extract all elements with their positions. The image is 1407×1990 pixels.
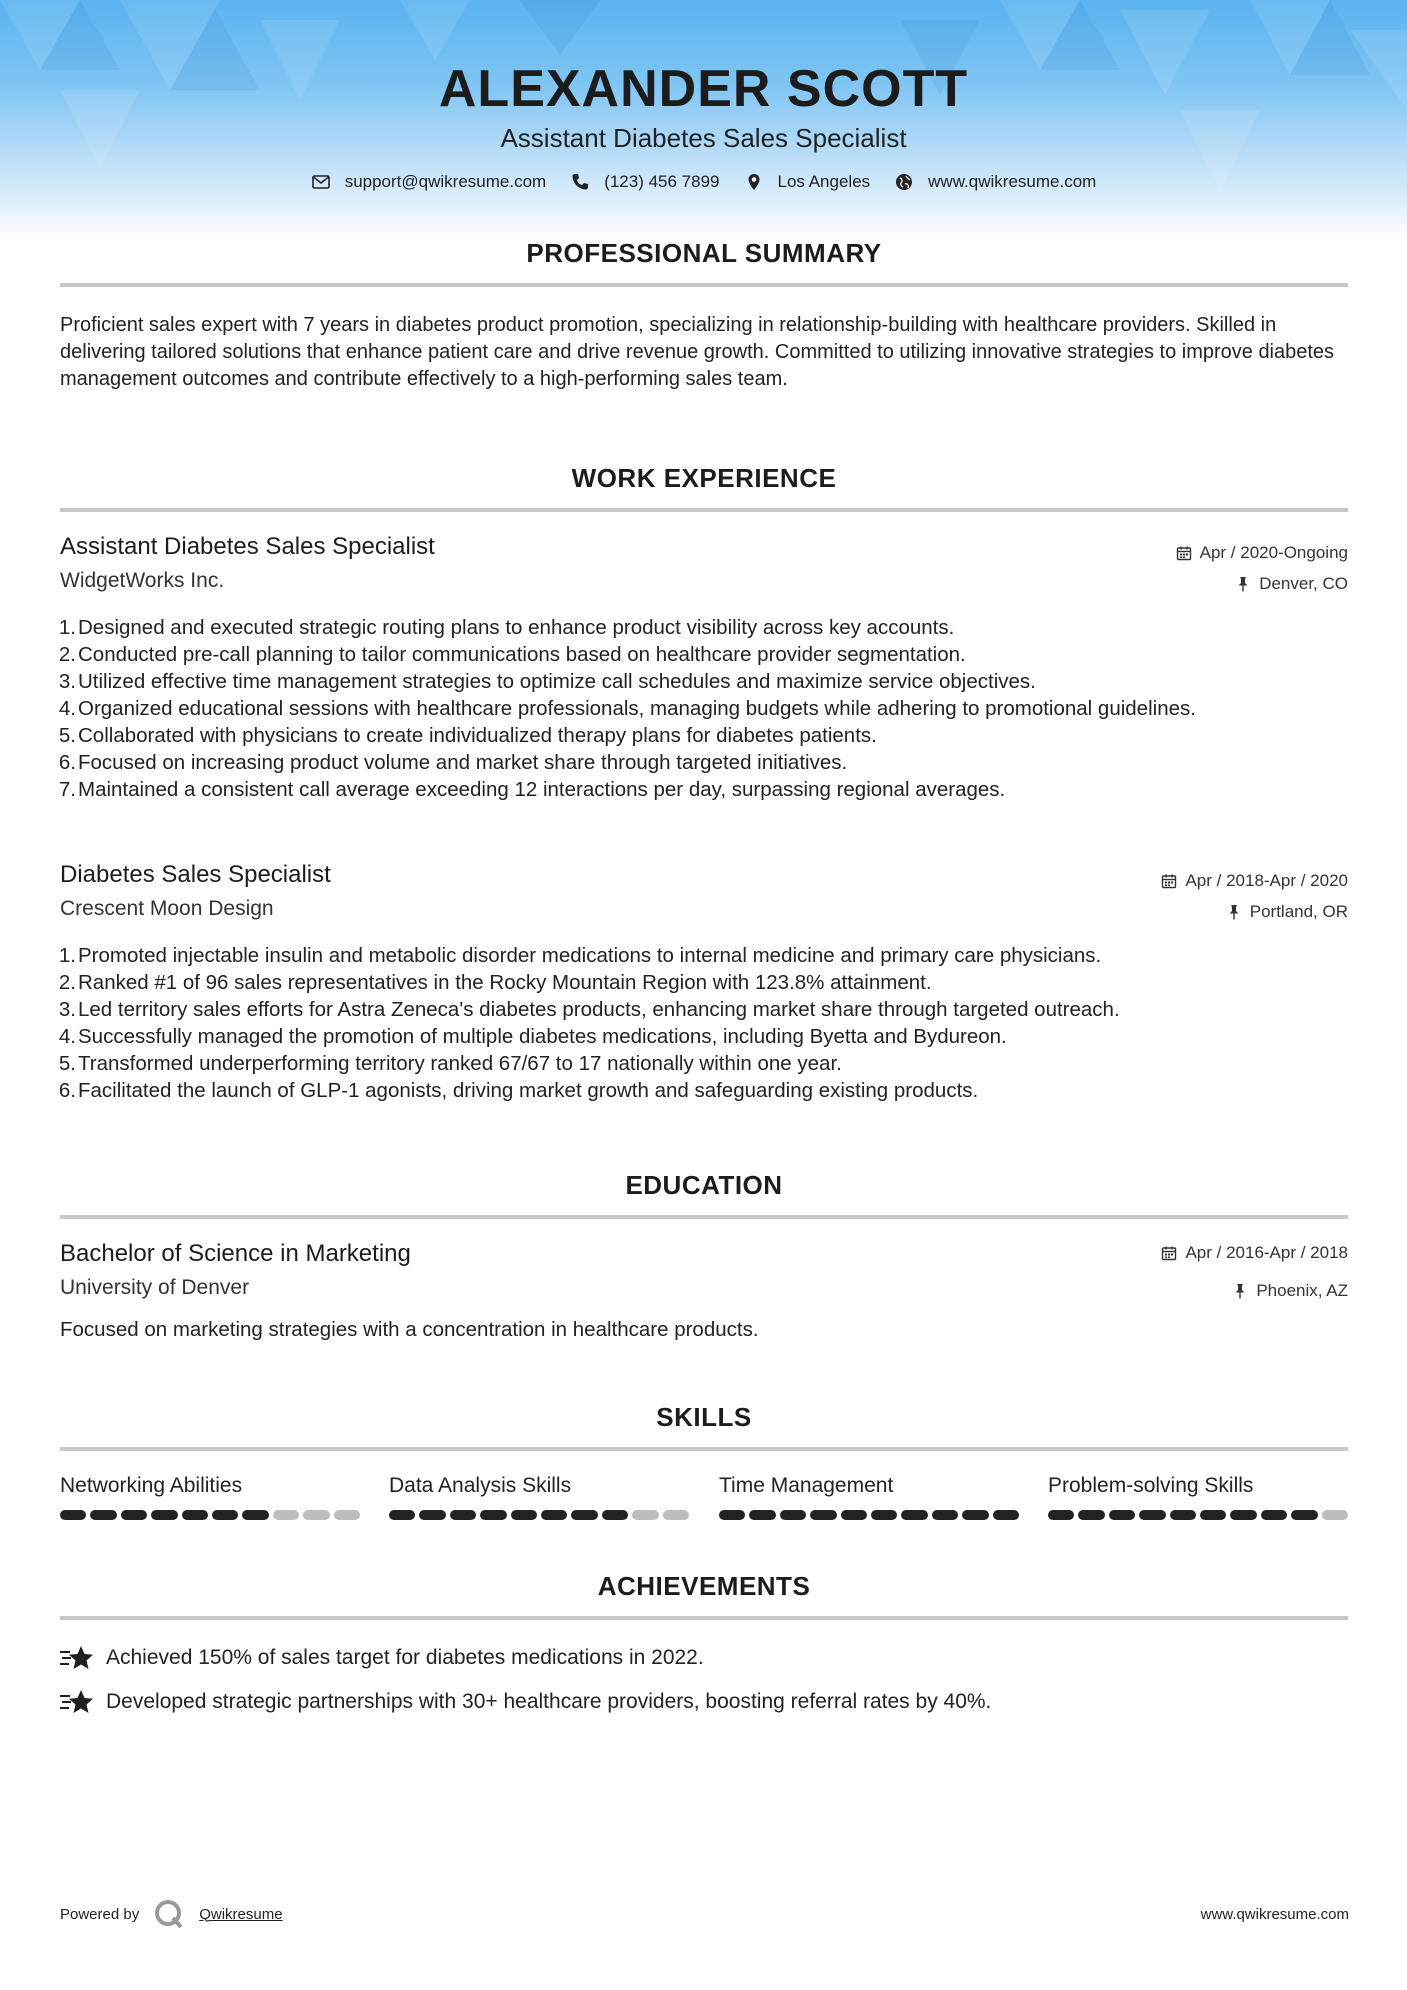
skill-level-segment [1048, 1510, 1074, 1520]
achievements-divider [60, 1616, 1348, 1620]
duty-item: 5. Transformed underperforming territory ranked 67/67 to 17 nationally within one year. [58, 1052, 842, 1075]
skill-level-segment [1322, 1510, 1348, 1520]
job-dates-text: Apr / 2020-Ongoing [1199, 543, 1348, 562]
duty-item: 2. Ranked #1 of 96 sales representatives in the Rocky Mountain Region with 123.8% attainment. [58, 971, 932, 994]
skill-level-segment [334, 1510, 360, 1520]
skill-level-segment [932, 1510, 958, 1520]
job-location [1226, 902, 1348, 922]
skill-level-segment [571, 1510, 597, 1520]
pushpin-icon [1232, 1283, 1248, 1299]
skill-item [60, 1474, 360, 1520]
skill-level-segment [121, 1510, 147, 1520]
skill-item [389, 1474, 689, 1520]
duty-item: 1. Promoted injectable insulin and metabolic disorder medications to internal medicine and primary care physicians. [58, 944, 1102, 967]
duty-item: 3. Utilized effective time management strategies to optimize call schedules and maximize service objectives. [58, 670, 1036, 693]
skill-level-segment [303, 1510, 329, 1520]
skill-name: Data Analysis Skills [389, 1474, 572, 1497]
calendar-icon [1161, 873, 1177, 889]
contact-bar [0, 172, 1407, 192]
job-2-duties [58, 942, 1348, 1104]
skills-heading: SKILLS [656, 1402, 752, 1432]
skill-level-segment [602, 1510, 628, 1520]
skill-level-segment [871, 1510, 897, 1520]
job-role: Assistant Diabetes Sales Specialist [60, 533, 435, 560]
calendar-icon [1161, 1245, 1177, 1261]
job-role: Diabetes Sales Specialist [60, 861, 331, 888]
phone-icon [570, 172, 590, 192]
contact-email[interactable] [311, 172, 547, 192]
skill-name: Networking Abilities [60, 1474, 243, 1497]
job-location-text: Portland, OR [1249, 902, 1348, 921]
job-dates [1176, 543, 1348, 563]
skill-level-segment [993, 1510, 1019, 1520]
job-entry-1 [60, 533, 1348, 593]
skill-level-segment [1139, 1510, 1165, 1520]
skill-level-segment [749, 1510, 775, 1520]
contact-email-text: support@qwikresume.com [344, 172, 547, 191]
skill-level-segment [901, 1510, 927, 1520]
achievement-item [60, 1643, 704, 1673]
duty-item: 2. Conducted pre-call planning to tailor communications based on healthcare provider segmentation. [58, 643, 966, 666]
powered-by-label: Powered by [60, 1905, 140, 1923]
skill-name: Problem-solving Skills [1048, 1474, 1254, 1497]
star-icon [60, 1643, 94, 1673]
skill-level-segment [182, 1510, 208, 1520]
skill-level-segment [1230, 1510, 1256, 1520]
duty-item: 3. Led territory sales efforts for Astra Zeneca's diabetes products, enhancing market share through targeted outreach. [58, 998, 1120, 1021]
job-dates-text: Apr / 2018-Apr / 2020 [1185, 871, 1348, 890]
envelope-icon [311, 172, 331, 192]
skill-level-segment [1170, 1510, 1196, 1520]
skill-level-segment [1200, 1510, 1226, 1520]
education-location [1232, 1281, 1348, 1301]
footer-website[interactable]: www.qwikresume.com [1200, 1906, 1349, 1923]
skill-item [1048, 1474, 1348, 1520]
skill-level-segment [780, 1510, 806, 1520]
skill-level-bar [1048, 1510, 1348, 1520]
achievement-text: Developed strategic partnerships with 30+ healthcare providers, boosting referral rates by 40%. [106, 1690, 992, 1713]
calendar-icon [1176, 545, 1192, 561]
achievements-heading: ACHIEVEMENTS [597, 1571, 811, 1601]
skill-level-segment [632, 1510, 658, 1520]
skill-level-segment [663, 1510, 689, 1520]
globe-icon [894, 172, 914, 192]
education-degree: Bachelor of Science in Marketing [60, 1240, 411, 1267]
skill-level-segment [511, 1510, 537, 1520]
skill-level-segment [212, 1510, 238, 1520]
job-company: WidgetWorks Inc. [60, 569, 225, 592]
job-company: Crescent Moon Design [60, 897, 274, 920]
skill-level-segment [810, 1510, 836, 1520]
skill-level-bar [719, 1510, 1019, 1520]
contact-website[interactable] [894, 172, 1096, 192]
skill-level-segment [841, 1510, 867, 1520]
skill-level-segment [450, 1510, 476, 1520]
education-divider [60, 1215, 1348, 1219]
skill-level-segment [1109, 1510, 1135, 1520]
skill-level-segment [962, 1510, 988, 1520]
pushpin-icon [1226, 904, 1242, 920]
skill-level-segment [389, 1510, 415, 1520]
summary-divider [60, 283, 1348, 287]
candidate-title: Assistant Diabetes Sales Specialist [500, 123, 907, 153]
skill-level-segment [1291, 1510, 1317, 1520]
duty-item: 4. Organized educational sessions with healthcare professionals, managing budgets while adhering to promotional guidelines. [58, 697, 1196, 720]
job-1-duties [58, 614, 1348, 803]
footer-powered-by [60, 1898, 283, 1930]
skill-level-bar [60, 1510, 360, 1520]
education-dates-text: Apr / 2016-Apr / 2018 [1185, 1243, 1348, 1262]
star-icon [60, 1687, 94, 1717]
job-dates [1161, 871, 1348, 891]
summary-heading: PROFESSIONAL SUMMARY [526, 238, 882, 268]
map-pin-icon [744, 172, 764, 192]
candidate-name: ALEXANDER SCOTT [438, 60, 969, 118]
skill-level-bar [389, 1510, 689, 1520]
education-dates [1161, 1243, 1348, 1263]
skill-level-segment [419, 1510, 445, 1520]
skill-item [719, 1474, 1019, 1520]
qwikresume-link[interactable]: Qwikresume [199, 1905, 283, 1923]
contact-location-text: Los Angeles [777, 172, 871, 191]
skill-level-segment [1261, 1510, 1287, 1520]
contact-phone[interactable] [570, 172, 719, 192]
achievement-item [60, 1687, 991, 1717]
skill-name: Time Management [719, 1474, 894, 1497]
skill-level-segment [719, 1510, 745, 1520]
duty-item: 6. Focused on increasing product volume and market share through targeted initiatives. [58, 751, 848, 774]
skill-level-segment [480, 1510, 506, 1520]
education-heading: EDUCATION [625, 1170, 783, 1200]
education-school: University of Denver [60, 1276, 250, 1299]
contact-phone-text: (123) 456 7899 [604, 172, 720, 191]
duty-item: 1. Designed and executed strategic routing plans to enhance product visibility across key accounts. [58, 616, 955, 639]
experience-divider [60, 508, 1348, 512]
duty-item: 5. Collaborated with physicians to create individualized therapy plans for diabetes patients. [58, 724, 877, 747]
skill-level-segment [151, 1510, 177, 1520]
skill-level-segment [273, 1510, 299, 1520]
experience-heading: WORK EXPERIENCE [571, 463, 837, 493]
skill-level-segment [541, 1510, 567, 1520]
skill-level-segment [60, 1510, 86, 1520]
pushpin-icon [1235, 576, 1251, 592]
job-location [1235, 574, 1348, 594]
duty-item: 6. Facilitated the launch of GLP-1 agonists, driving market growth and safeguarding existing products. [58, 1079, 979, 1102]
summary-text: Proficient sales expert with 7 years in diabetes product promotion, specializing in relationship-building with healthcare providers. Skilled in delivering tailored solutions that enhance patient care and drive revenue growth. Committed to utilizing innovative strategies to improve diabetes management outcomes and contribute effectively to a high-performing sales team. [60, 314, 1335, 390]
duty-item: 7. Maintained a consistent call average exceeding 12 interactions per day, surpassing regional averages. [58, 778, 1006, 801]
contact-location [744, 172, 871, 192]
skills-divider [60, 1447, 1348, 1451]
education-description: Focused on marketing strategies with a concentration in healthcare products. [60, 1318, 759, 1341]
job-entry-2 [60, 861, 1348, 921]
duty-item: 4. Successfully managed the promotion of multiple diabetes medications, including Byetta and Bydureon. [58, 1025, 1007, 1048]
achievement-text: Achieved 150% of sales target for diabetes medications in 2022. [106, 1646, 704, 1669]
skill-level-segment [90, 1510, 116, 1520]
qwikresume-logo-icon [153, 1898, 185, 1930]
skill-level-segment [242, 1510, 268, 1520]
skill-level-segment [1078, 1510, 1104, 1520]
education-entry [60, 1240, 1348, 1300]
resume-header [0, 58, 1407, 192]
job-location-text: Denver, CO [1259, 574, 1348, 593]
contact-website-text: www.qwikresume.com [928, 172, 1097, 191]
education-location-text: Phoenix, AZ [1256, 1281, 1348, 1300]
